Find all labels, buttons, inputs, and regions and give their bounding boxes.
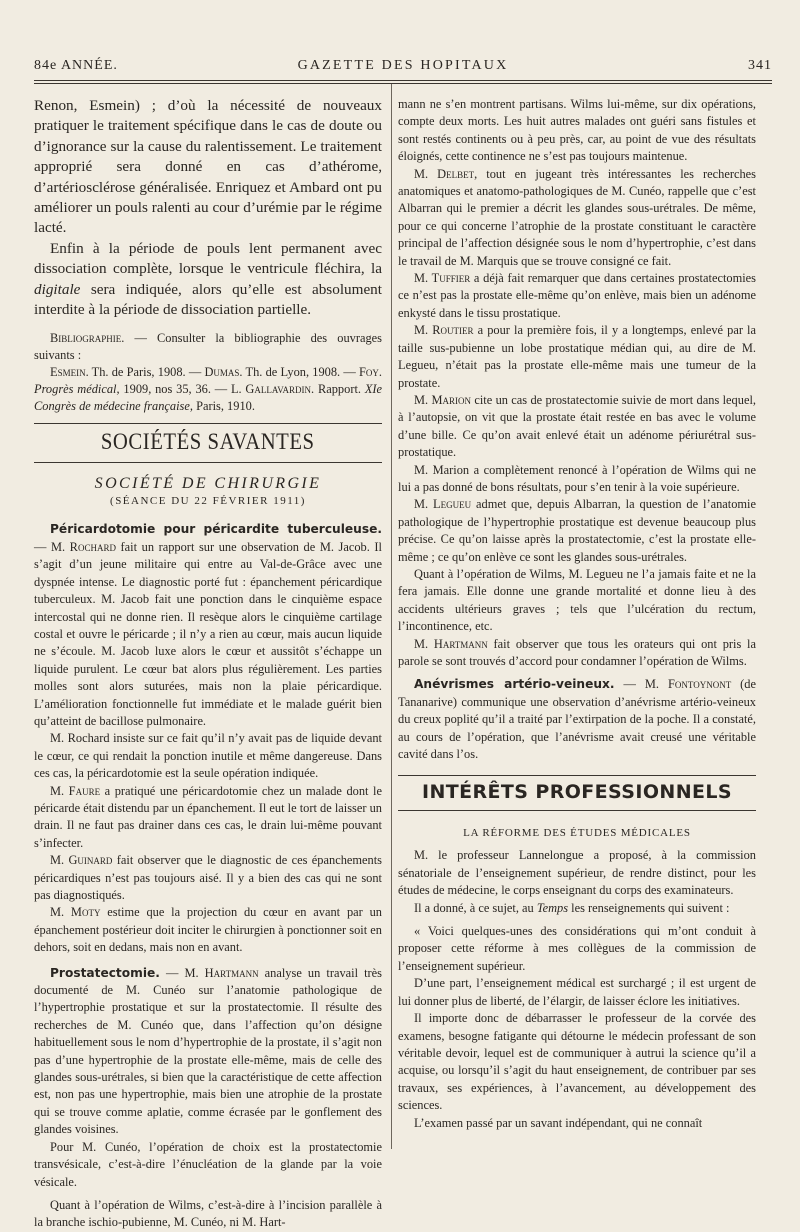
article-title: LA RÉFORME DES ÉTUDES MÉDICALES xyxy=(463,827,691,840)
column-divider xyxy=(391,84,392,1149)
bibliography: Bibliographie. — Consulter la bibliographie des ouvrages suivants : xyxy=(34,331,382,363)
left-column xyxy=(34,96,382,1232)
header-rule xyxy=(34,80,772,81)
paragraph: Pour M. Cunéo, l’opération de choix est la prostatectomie transvésicale, c’est-à-dire l’énucléation de la glande par la voie vésicale. xyxy=(34,1139,382,1189)
paragraph: M. Guinard fait observer que le diagnostic de ces épanchements péricardiques n’est pas toujours aisé. Il y a bien des cas qui ne sont pas diagnostiqués. xyxy=(34,853,382,902)
paragraph: M. Moty estime que la projection du cœur en avant par un épanchement postérieur doit inciter le chirurgien à ponctionner soit en dehors, soit en dedans, mais non en avant. xyxy=(34,905,382,955)
paragraph: M. le professeur Lannelongue a proposé, à la commission sénatoriale de l’enseignement supérieur, de rendre distinct, pour les études de médecine, le corps enseignant du corps des examinateurs. xyxy=(398,848,756,898)
section-title: INTÉRÊTS PROFESSIONNELS xyxy=(422,781,732,804)
paragraph: mann ne s’en montrent partisans. Wilms lui-même, sur dix opérations, compte deux morts. Les huit autres malades ont guéri sans fistules et sont restés continents ou à peu près, car, au point de vue des résultats éloignés, cette continence ne s’est pas toujours maintenue. xyxy=(398,97,756,164)
page-number: 341 xyxy=(748,58,772,73)
article-pericardotomie: Péricardotomie pour péricardite tuberculeuse. — M. Rochard fait un rapport sur une observation de M. Jacob. Il s’agit d’un jeune militaire qui entre au Val-de-Grâce avec une dyspnée intense. Le diagnostic porté fut : épanchement péricardique tuberculeux. M. Jacob fait une ponction dans le cinquième espace intercostal qui ne donne rien. Il resèque alors le cinquième cartilage costal et ouvre le péricarde ; il n’y a rien au cœur, mais aucun liquide ne s’écoule. M. Jacob luxe alors le cœur et aussitôt s’échappe un liquide purulent. Le cœur bat alors plus régulièrement. Les parties molles sont alors suturées, mais non la plaie péricardique. L’amélioration fonctionnelle fut immédiate et le malade guérit bien qu’atteint de bacillose pulmonaire. xyxy=(34,522,382,728)
paragraph: M. Delbet, tout en jugeant très intéressantes les recherches anatomiques et anatomo-pathologiques de M. Cunéo, rappelle que c’est Albarran qui le premier a décrit les glandes sous-urétrales. De même, pour ce qui concerne l’atrophie de la prostate constituant le caractère principal de l’affection désignée sous le nom d’hypertrophie, c’est dans le travail de M. Marquis que se trouve consigné ce fait. xyxy=(398,166,756,268)
quote-paragraph: L’examen passé par un savant indépendant, qui ne connaît xyxy=(414,1115,703,1130)
paragraph: Quant à l’opération de Wilms, M. Legueu ne l’a jamais faite et ne la fera jamais. Elle donne une grande mortalité et donne lieu à des accidents ultérieurs graves ; tels que l’ulcération du rectum, l’incontinence, etc. xyxy=(398,566,756,634)
paragraph: M. Hartmann fait observer que tous les orateurs qui ont pris la parole se sont trouvés d’accord pour condamner l’opération de Wilms. xyxy=(398,636,757,668)
paragraph: M. Rochard insiste sur ce fait qu’il n’y avait pas de liquide devant le cœur, ce qui rendait la ponction inutile et même dangereuse. Dans ces cas, la péricardotomie est la seule opération indiquée. xyxy=(34,731,382,781)
section-header xyxy=(34,423,382,463)
paragraph: Enfin à la période de pouls lent permanent avec dissociation complète, lorsque le ventricule fléchira, la digitale sera indiquée, alors qu’elle est absolument interdite à la période de dissociation partielle. xyxy=(34,239,382,319)
quote-paragraph: D’une part, l’enseignement médical est surchargé ; il est urgent de lui donner plus de liberté, de l’élargir, de laisser éclore les initiatives. xyxy=(398,976,756,1008)
paragraph: M. Marion a complètement renoncé à l’opération de Wilms qui ne lui a pas donné de bons résultats, pour s’en tenir à la voie supérieure. xyxy=(398,462,756,494)
year-label: 84e ANNÉE. xyxy=(34,58,118,73)
article-prostatectomie: Prostatectomie. — M. Hartmann analyse un travail très documenté de M. Cunéo sur l’anatomie pathologique de l’hypertrophie prostatique et sur la prostatectomie. Il résulte des recherches de M. Cunéo que, dans l’affection qu’on désigne habituellement sous le nom d’hypertrophie de la prostate, il s’agit non pas d’une hypertrophie de la prostate elle-même, mais de celle des glandes sous-urétrales, si bien que la caractéristique de cette affection est, non pas une hypertrophie, mais bien une atrophie de la prostate qui se trouve comme aplatie, comme écrasée par le gonflement des glandes voisines. xyxy=(34,965,382,1137)
paragraph: Renon, Esmein) ; d’où la nécessité de nouveaux pratiquer le traitement spécifique dans le cas de doute ou d’ignorance sur la cause du ralentissement. Le traitement approprié sera donné en cas d’athérome, d’artériosclérose généralisée. Enriquez et Ambard ont pu améliorer un pouls ralenti au cour d’urémie par le régime lacté. xyxy=(34,97,382,237)
paragraph: Il a donné, à ce sujet, au Temps les renseignements qui suivent : xyxy=(414,900,730,915)
section-title: SOCIÉTÉS SAVANTES xyxy=(101,429,315,455)
paragraph: M. Marion cite un cas de prostatectomie suivie de mort dans lequel, à l’autopsie, on vit que la prostate était restée en bas avec le volume d’une bille. Ce qu’on avait enlevé était un adénome périurétral sus-prostatique. xyxy=(398,392,756,460)
bibliography-refs: Esmein. Th. de Paris, 1908. — Dumas. Th. de Lyon, 1908. — Foy. Progrès médical, 1909, nos 35, 36. — L. Gallavardin. Rapport. XIe Congrès de médecine française, Paris, 1910. xyxy=(34,365,383,414)
session-date: (SÉANCE DU 22 FÉVRIER 1911) xyxy=(110,495,306,508)
article-anevrismes: Anévrismes artério-veineux. — M. Fontoynont (de Tananarive) communique une observation d’anévrisme artério-veineux du creux poplité qu’il a traité par l’extirpation de la poche. Il a constaté, au cours de l’opération, que l’anévrisme avait creusé une véritable cavité dans l’os. xyxy=(398,677,756,762)
quote-paragraph: Il importe donc de débarrasser le professeur de la corvée des examens, besogne fatigante qui détourne le médecin professant de son véritable devoir, lequel est de communiquer à autrui la science qu’il a acquise, ou lorsqu’il s’agit du haut enseignement, de contribuer par ses travaux, ses expériences, à l’avancement, au développement des sciences. xyxy=(398,1011,756,1113)
page-header xyxy=(34,58,772,76)
paragraph: M. Routier a pour la première fois, il y a longtemps, enlevé par la taille sus-pubienne un lobe prostatique médian qui, au dire de M. Legueu, n’était pas la prostate elle-même mais une tumeur de la prostate. xyxy=(398,323,756,390)
paragraph: Quant à l’opération de Wilms, c’est-à-dire à l’incision parallèle à la branche ischio-pubienne, M. Cunéo, ni M. Hart- xyxy=(34,1197,382,1230)
journal-title: GAZETTE DES HOPITAUX xyxy=(297,58,509,73)
paragraph: M. Legueu admet que, depuis Albarran, la question de l’anatomie pathologique de l’hypertrophie prostatique est devenue beaucoup plus précise. Ce qu’on laisse après la prostatectomie, c’est la prostate elle-même ; ce qu’on enlève ce sont les glandes sous-urétrales. xyxy=(398,497,756,564)
right-column xyxy=(398,96,756,1132)
header-rule-thin xyxy=(34,83,772,84)
section-header xyxy=(398,775,756,811)
paragraph: M. Tuffier a déjà fait remarquer que dans certaines prostatectomies ce n’est pas la prostate elle-même qu’on enlève, mais bien un adénome enkysté dans le tissu prostatique. xyxy=(398,271,756,320)
quote-paragraph: « Voici quelques-unes des considérations qui m’ont conduit à proposer cette réforme à mes collègues de la commission de l’enseignement supérieur. xyxy=(398,924,756,973)
paragraph: M. Faure a pratiqué une péricardotomie chez un malade dont le péricarde était distendu par un épanchement. Il eut le tort de laisser un drain. Il ne faut pas drainer dans ces cas, le drain lui-même pouvant s’infecter. xyxy=(34,783,382,850)
society-title: SOCIÉTÉ DE CHIRURGIE xyxy=(94,475,322,493)
